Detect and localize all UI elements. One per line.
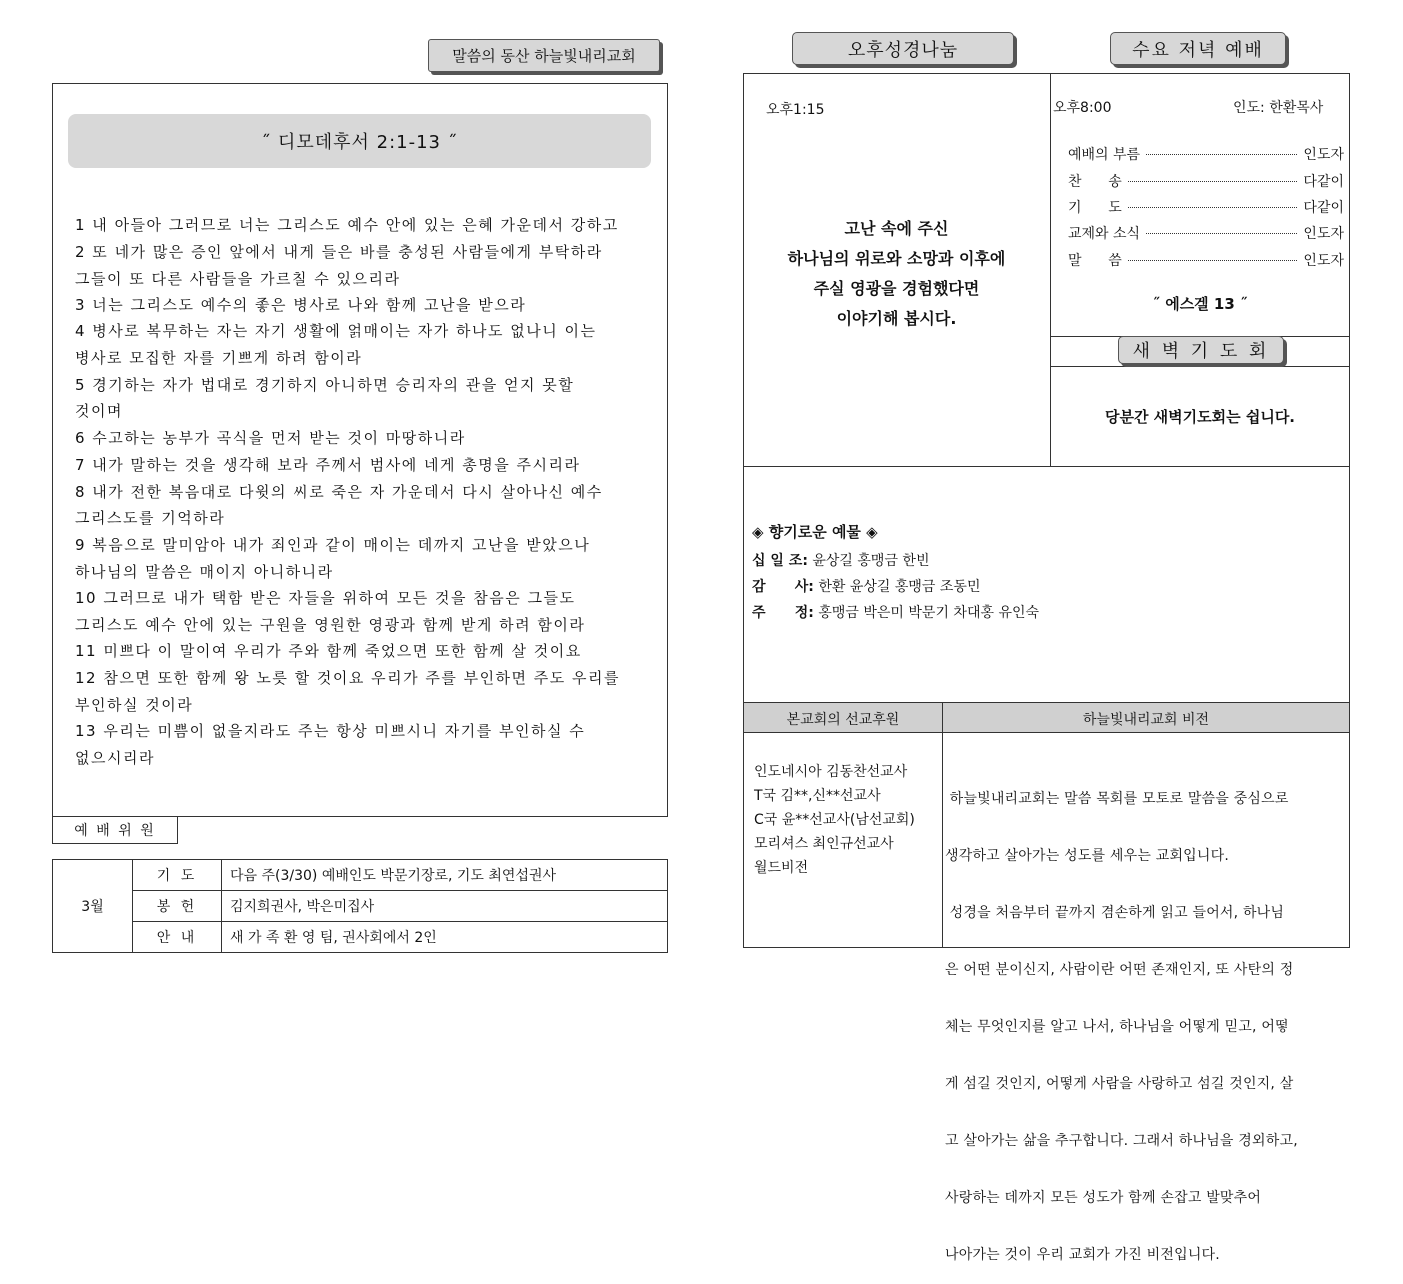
verse-line: 10 그러므로 내가 택함 받은 자들을 위하여 모든 것을 참음은 그들도 <box>75 589 576 607</box>
verse-line: 4 병사로 복무하는 자는 자기 생활에 얽매이는 자가 하나도 없나니 이는 <box>75 322 597 340</box>
verse-line: 8 내가 전한 복음대로 다윗의 씨로 죽은 자 가운데서 다시 살아나신 예수 <box>75 483 603 501</box>
duty-detail: 김지희권사, 박은미집사 <box>222 891 668 922</box>
order-who: 다같이 <box>1303 174 1344 190</box>
vision-header: 하늘빛내리교회 비전 <box>1082 712 1210 728</box>
offering-names: 윤상길 홍맹금 한빈 <box>812 553 930 569</box>
duty-table <box>52 859 668 953</box>
afternoon-discussion <box>743 214 1050 334</box>
verse-line: 병사로 모집한 자를 기쁘게 하려 함이라 <box>75 349 363 367</box>
offering-names: 홍맹금 박은미 박문기 차대홍 유인숙 <box>818 605 1040 621</box>
mission-list <box>754 760 915 880</box>
scripture-title: ˝ 디모데후서 2:1-13 ˝ <box>261 132 458 153</box>
verse-line: 없으시리라 <box>75 749 155 767</box>
order-who: 인도자 <box>1303 226 1344 242</box>
order-row <box>1068 223 1344 243</box>
discussion-line: 주실 영광을 경험했다면 <box>813 279 980 298</box>
order-who: 인도자 <box>1303 147 1344 163</box>
table-row <box>53 922 668 953</box>
afternoon-time: 오후1:15 <box>766 102 825 118</box>
list-item: T국 김**,신**선교사 <box>754 788 881 804</box>
scripture-title-bar <box>68 114 651 168</box>
list-item: 인도네시아 김동찬선교사 <box>754 764 908 780</box>
discussion-line: 하나님의 위로와 소망과 이후에 <box>787 249 1006 268</box>
verse-line: 3 너는 그리스도 예수의 좋은 병사로 나와 함께 고난을 받으라 <box>75 296 527 314</box>
verse-line: 그리스도를 기억하라 <box>75 509 226 527</box>
verse-line: 하나님의 말씀은 매이지 아니하니라 <box>75 563 334 581</box>
list-item: 모리셔스 최인규선교사 <box>754 836 894 852</box>
vision-line: 사랑하는 데까지 모든 성도가 함께 손잡고 발맞추어 <box>945 1190 1262 1206</box>
divider <box>942 702 943 948</box>
church-banner <box>428 39 660 72</box>
vision-line: 생각하고 살아가는 성도를 세우는 교회입니다. <box>945 848 1230 864</box>
vision-line: 고 살아가는 삶을 추구합니다. 그래서 하나님을 경외하고, <box>945 1133 1298 1149</box>
offering-row <box>752 550 929 570</box>
afternoon-title: 오후성경나눔 <box>847 39 959 61</box>
order-who: 인도자 <box>1303 253 1344 269</box>
vision-line: 하늘빛내리교회는 말씀 목회를 모토로 말씀을 중심으로 <box>945 791 1289 807</box>
verse-line: 6 수고하는 농부가 곡식을 먼저 받는 것이 마땅하니라 <box>75 429 466 447</box>
verse-line: 그들이 또 다른 사람들을 가르칠 수 있으리라 <box>75 270 401 288</box>
offering-row <box>752 576 980 596</box>
order-item: 교제와 소식 <box>1068 226 1141 242</box>
order-row <box>1068 171 1344 191</box>
wed-scripture: ˝ 에스겔 13 ˝ <box>1152 295 1248 313</box>
verse-line: 5 경기하는 자가 법대로 경기하지 아니하면 승리자의 관을 얻지 못할 <box>75 376 575 394</box>
offering-row <box>752 602 1039 622</box>
order-who: 다같이 <box>1303 200 1344 216</box>
vision-line: 은 어떤 분이신지, 사람이란 어떤 존재인지, 또 사탄의 정 <box>945 962 1294 978</box>
order-row <box>1068 144 1344 164</box>
list-item: C국 윤**선교사(남선교회) <box>754 812 915 828</box>
duty-month: 3월 <box>53 860 133 953</box>
verse-line: 2 또 네가 많은 증인 앞에서 내게 들은 바를 충성된 사람들에게 부탁하라 <box>75 243 603 261</box>
verse-line: 부인하실 것이라 <box>75 696 194 714</box>
verse-line: 9 복음으로 말미암아 내가 죄인과 같이 매이는 데까지 고난을 받았으나 <box>75 536 591 554</box>
vision-line: 체는 무엇인지를 알고 나서, 하나님을 어떻게 믿고, 어떻 <box>945 1019 1289 1035</box>
offering-label: 십 일 조: <box>752 553 808 569</box>
order-row <box>1068 197 1344 217</box>
list-item: 월드비전 <box>754 860 809 876</box>
verse-line: 그리스도 예수 안에 있는 구원을 영원한 영광과 함께 받게 하려 함이라 <box>75 616 586 634</box>
offering-names: 한환 윤상길 홍맹금 조동민 <box>818 579 981 595</box>
wed-time: 오후8:00 <box>1053 100 1112 116</box>
dawn-text: 당분간 새벽기도회는 쉽니다. <box>1104 408 1296 426</box>
order-item: 예배의 부름 <box>1068 147 1141 163</box>
wednesday-title-pill <box>1110 32 1286 65</box>
divider <box>743 466 1350 467</box>
order-item: 말 씀 <box>1068 253 1122 269</box>
church-banner-text: 말씀의 동산 하늘빛내리교회 <box>452 47 636 65</box>
offering-title: ◈ 향기로운 예물 ◈ <box>752 523 878 541</box>
verse-line: 7 내가 말하는 것을 생각해 보라 주께서 범사에 네게 총명을 주시리라 <box>75 456 581 474</box>
offering-label: 주 정: <box>752 605 814 621</box>
verse-line: 12 참으면 또한 함께 왕 노릇 할 것이요 우리가 주를 부인하면 주도 우리를 <box>75 669 621 687</box>
duty-label <box>52 816 178 844</box>
afternoon-title-pill <box>792 32 1014 65</box>
duty-role: 기 도 <box>133 860 222 891</box>
duty-role: 안 내 <box>133 922 222 953</box>
vision-line: 나아가는 것이 우리 교회가 가진 비전입니다. <box>945 1247 1220 1263</box>
wed-leader: 인도: 한환목사 <box>1233 100 1324 116</box>
offering-label: 감 사: <box>752 579 814 595</box>
order-row <box>1068 250 1344 270</box>
vision-line: 성경을 처음부터 끝까지 겸손하게 읽고 들어서, 하나님 <box>945 905 1285 921</box>
discussion-line: 이야기해 봅시다. <box>836 309 957 328</box>
wednesday-title: 수요 저녁 예배 <box>1132 39 1264 61</box>
duty-detail: 다음 주(3/30) 예배인도 박문기장로, 기도 최연섭권사 <box>222 860 668 891</box>
duty-role: 봉 헌 <box>133 891 222 922</box>
verse-line: 13 우리는 미쁨이 없을지라도 주는 항상 미쁘시니 자기를 부인하실 수 <box>75 722 586 740</box>
vision-text <box>945 752 1347 1284</box>
table-row <box>53 891 668 922</box>
dawn-title-pill <box>1118 336 1284 364</box>
table-row <box>53 860 668 891</box>
duty-detail: 새 가 족 환 영 팀, 권사회에서 2인 <box>222 922 668 953</box>
order-item: 찬 송 <box>1068 174 1122 190</box>
divider <box>1050 366 1350 367</box>
vision-line: 게 섬길 것인지, 어떻게 사람을 사랑하고 섬길 것인지, 살 <box>945 1076 1294 1092</box>
verse-line: 1 내 아들아 그러므로 너는 그리스도 예수 안에 있는 은혜 가운데서 강하고 <box>75 216 619 234</box>
discussion-line: 고난 속에 주신 <box>844 219 949 238</box>
dawn-title: 새 벽 기 도 회 <box>1132 341 1270 362</box>
verse-line: 11 미쁘다 이 말이여 우리가 주와 함께 죽었으면 또한 함께 살 것이요 <box>75 642 582 660</box>
order-item: 기 도 <box>1068 200 1122 216</box>
verse-line: 것이며 <box>75 402 123 420</box>
duty-label-text: 예 배 위 원 <box>74 823 156 839</box>
mission-header: 본교회의 선교후원 <box>786 712 900 728</box>
